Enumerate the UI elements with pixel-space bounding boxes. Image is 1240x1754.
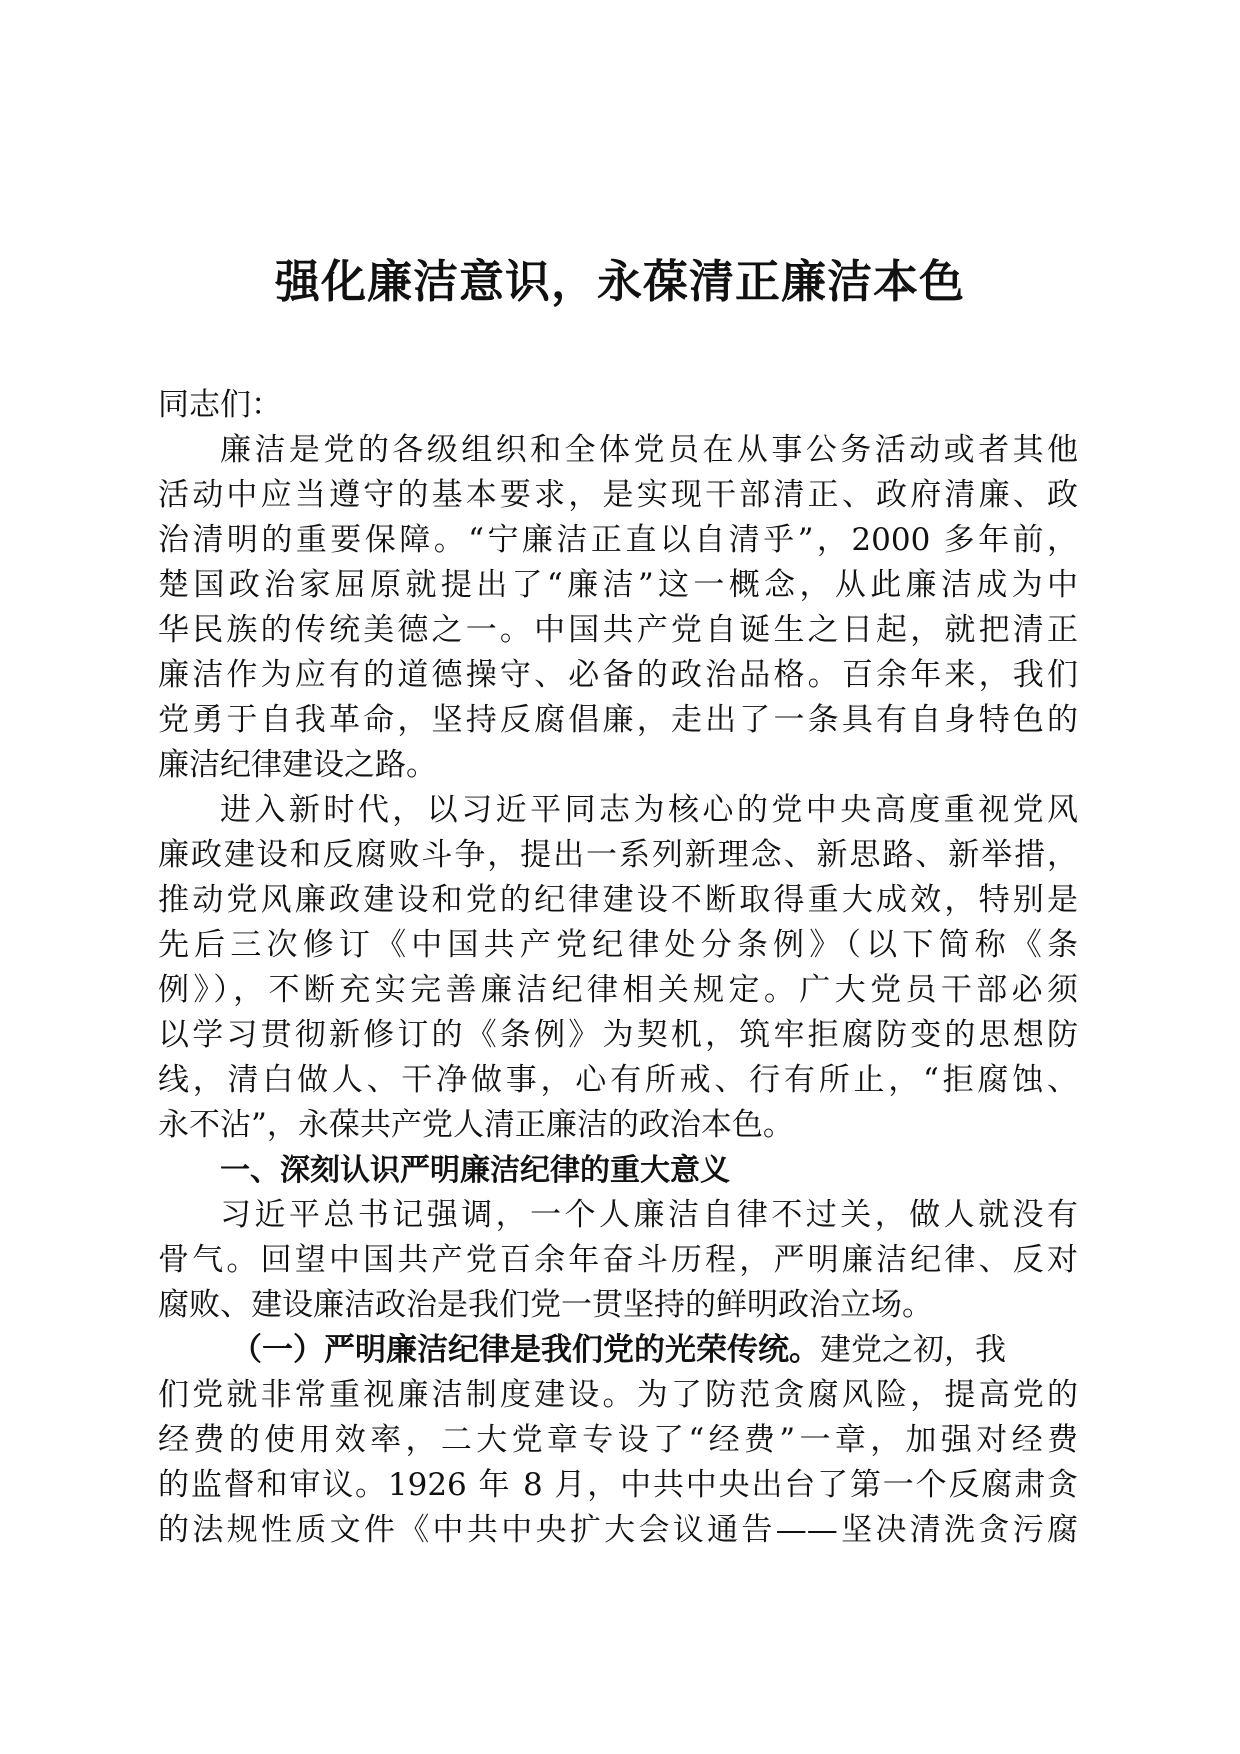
paragraph-line: 习近平总书记强调，一个人廉洁自律不过关，做人就没有 (220, 1197, 1078, 1233)
paragraph-line: 骨气。回望中国共产党百余年奋斗历程，严明廉洁纪律、反对 (158, 1242, 1078, 1278)
paragraph-line: 例》），不断充实完善廉洁纪律相关规定。广大党员干部必须 (158, 972, 1078, 1008)
subsection-line (158, 1328, 1078, 1373)
paragraph-line: 的法规性质文件《中共中央扩大会议通告——坚决清洗贪污腐 (158, 1512, 1078, 1548)
paragraph-line: 线，清白做人、干净做事，心有所戒、行有所止，“拒腐蚀、 (158, 1062, 1078, 1098)
paragraph-line: 活动中应当遵守的基本要求，是实现干部清正、政府清廉、政 (158, 477, 1078, 513)
paragraph-line: 廉洁作为应有的道德操守、必备的政治品格。百余年来，我们 (158, 657, 1078, 693)
paragraph-line: 推动党风廉政建设和党的纪律建设不断取得重大成效，特别是 (158, 882, 1078, 918)
paragraph-line: 廉洁纪律建设之路。 (158, 747, 437, 783)
section-heading: 一、深刻认识严明廉洁纪律的重大意义 (220, 1153, 730, 1188)
document-title: 强化廉洁意识，永葆清正廉洁本色 (274, 255, 965, 308)
paragraph-line: 楚国政治家屈原就提出了“廉洁”这一概念，从此廉洁成为中 (158, 567, 1078, 603)
paragraph-line: 进入新时代，以习近平同志为核心的党中央高度重视党风 (220, 792, 1078, 828)
paragraph-line: 先后三次修订《中国共产党纪律处分条例》（以下简称《条 (158, 927, 1078, 963)
paragraph-line: 华民族的传统美德之一。中国共产党自诞生之日起，就把清正 (158, 612, 1078, 648)
paragraph-line: 党勇于自我革命，坚持反腐倡廉，走出了一条具有自身特色的 (158, 702, 1078, 738)
paragraph-line: 廉政建设和反腐败斗争，提出一系列新理念、新思路、新举措， (158, 837, 1078, 873)
salutation: 同志们： (158, 387, 282, 423)
paragraph-line: 经费的使用效率，二大党章专设了“经费”一章，加强对经费 (158, 1422, 1078, 1458)
paragraph-line: 腐败、建设廉洁政治是我们党一贯坚持的鲜明政治立场。 (158, 1287, 933, 1323)
paragraph-line: 永不沾”，永葆共产党人清正廉洁的政治本色。 (158, 1107, 794, 1143)
paragraph-line: 治清明的重要保障。“宁廉洁正直以自清乎”，2000 多年前， (158, 522, 1078, 558)
paragraph-line: 们党就非常重视廉洁制度建设。为了防范贪腐风险，提高党的 (158, 1377, 1078, 1413)
document-body (158, 383, 1078, 1553)
subsection-heading: （一）严明廉洁纪律是我们党的光荣传统。 (231, 1332, 820, 1368)
paragraph-line: 廉洁是党的各级组织和全体党员在从事公务活动或者其他 (220, 432, 1078, 468)
paragraph-line: 以学习贯彻新修订的《条例》为契机，筑牢拒腐防变的思想防 (158, 1017, 1078, 1053)
paragraph-text: 建党之初，我 (820, 1332, 1006, 1368)
paragraph-line: 的监督和审议。1926 年 8 月，中共中央出台了第一个反腐肃贪 (158, 1467, 1078, 1503)
